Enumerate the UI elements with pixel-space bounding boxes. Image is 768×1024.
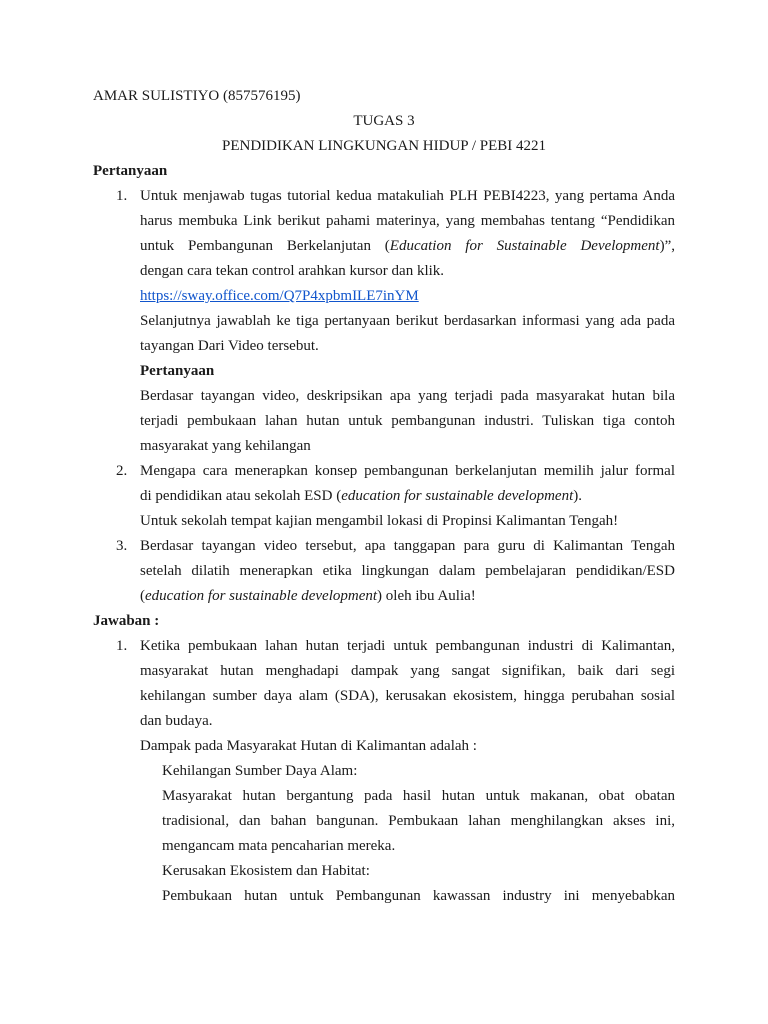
question-1-line: Untuk menjawab tugas tutorial kedua matakuliah PLH PEBI4223, yang pertama Anda [140, 188, 675, 204]
document-title: TUGAS 3 [353, 113, 415, 129]
answers-heading: Jawaban : [93, 613, 160, 629]
question-3-line: setelah dilatih menerapkan etika lingkungan dalam pembelajaran pendidikan/ESD [140, 563, 675, 579]
questions-heading: Pertanyaan [93, 163, 168, 179]
answer-1-line: Dampak pada Masyarakat Hutan di Kalimantan adalah : [140, 738, 477, 754]
question-1-line: Berdasar tayangan video, deskripsikan apa yang terjadi pada masyarakat hutan bila [140, 388, 675, 404]
question-1-number: 1. [116, 188, 128, 204]
document-subtitle: PENDIDIKAN LINGKUNGAN HIDUP / PEBI 4221 [221, 138, 546, 154]
sway-link[interactable]: https://sway.office.com/Q7P4xpbmILE7inYM [140, 288, 419, 304]
question-3-line: Berdasar tayangan video tersebut, apa tanggapan para guru di Kalimantan Tengah [140, 538, 675, 554]
question-3-line: (education for sustainable development) oleh ibu Aulia! [140, 588, 476, 604]
answer-1-sub-line: Pembukaan hutan untuk Pembangunan kawassan industry ini menyebabkan [162, 888, 675, 904]
question-1-line: untuk Pembangunan Berkelanjutan (Education for Sustainable Development)”, [140, 238, 675, 254]
answer-1-number: 1. [116, 638, 128, 654]
question-2-line: Mengapa cara menerapkan konsep pembangunan berkelanjutan memilih jalur formal [140, 463, 675, 479]
question-1-line: harus membuka Link berikut pahami materinya, yang membahas tentang “Pendidikan [140, 213, 675, 229]
answer-1-sub-line: Masyarakat hutan bergantung pada hasil hutan untuk makanan, obat obatan [162, 788, 675, 804]
question-1-line: terjadi pembukaan lahan hutan untuk pembangunan industri. Tuliskan tiga contoh [140, 413, 675, 429]
answer-1-subtitle-2: Kerusakan Ekosistem dan Habitat: [162, 863, 370, 879]
author-line: AMAR SULISTIYO (857576195) [93, 88, 301, 104]
question-1-line: Selanjutnya jawablah ke tiga pertanyaan berikut berdasarkan informasi yang ada pada [140, 313, 675, 329]
question-1-subheading: Pertanyaan [140, 363, 215, 379]
answer-1-sub-line: tradisional, dan bahan bangunan. Pembukaan lahan menghilangkan akses ini, [162, 813, 675, 829]
answer-1-line: kehilangan sumber daya alam (SDA), kerusakan ekosistem, hingga perubahan sosial [140, 688, 675, 704]
answer-1-line: Ketika pembukaan lahan hutan terjadi untuk pembangunan industri di Kalimantan, [140, 638, 675, 654]
answer-1-sub-line: mengancam mata pencaharian mereka. [162, 838, 396, 854]
sway-link-row [140, 286, 419, 306]
question-2-line: Untuk sekolah tempat kajian mengambil lokasi di Propinsi Kalimantan Tengah! [140, 513, 619, 529]
answer-1-line: masyarakat hutan menghadapi dampak yang sangat signifikan, baik dari segi [140, 663, 675, 679]
question-2-line: di pendidikan atau sekolah ESD (education for sustainable development). [140, 488, 583, 504]
answer-1-line: dan budaya. [140, 713, 213, 729]
question-1-line: masyarakat yang kehilangan [140, 438, 311, 454]
question-3-number: 3. [116, 538, 128, 554]
answer-1-subtitle-1: Kehilangan Sumber Daya Alam: [162, 763, 358, 779]
question-1-line: tayangan Dari Video tersebut. [140, 338, 319, 354]
question-2-number: 2. [116, 463, 128, 479]
question-1-line: dengan cara tekan control arahkan kursor dan klik. [140, 263, 445, 279]
